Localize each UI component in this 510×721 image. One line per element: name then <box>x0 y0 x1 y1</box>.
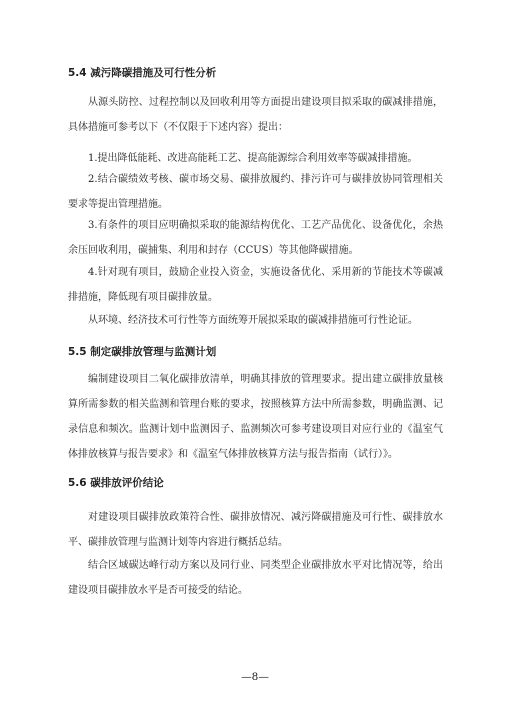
paragraph-5-4-item-4: 4.针对现有项目，鼓励企业投入资金，实施设备优化、采用新的节能技术等碳减排措施，降低现有项目碳排放量。 <box>68 267 443 303</box>
paragraph-5-4-item-3: 3.有条件的项目应明确拟采取的能源结构优化、工艺产品优化、设备优化，余热余压回收利用，碳捕集、利用和封存（CCUS）等其他降碳措施。 <box>68 220 443 256</box>
section-heading-5-6: 5.6 碳排放评价结论 <box>68 477 164 489</box>
paragraph-5-4-conclusion: 从环境、经济技术可行性等方面统筹开展拟采取的碳减排措施可行性论证。 <box>88 315 418 326</box>
page-number: —8— <box>241 671 269 683</box>
paragraph-5-5-body: 编制建设项目二氧化碳排放清单，明确其排放的管理要求。提出建立碳排放量核算所需参数的相关监测和管理台账的要求，按照核算方法中所需参数，明确监测、记录信息和频次。监测计划中监测因子、监测频次可参考建设项目对应行业的《温室气体排放核算与报告要求》和《温室气体排放核算方法与报告指南（试行）》。 <box>68 374 443 460</box>
section-heading-5-4: 5.4 减污降碳措施及可行性分析 <box>68 67 217 79</box>
paragraph-5-4-item-2: 2.结合碳绩效考核、碳市场交易、碳排放履约、排污许可与碳排放协同管理相关要求等提出管理措施。 <box>68 174 443 210</box>
paragraph-5-4-intro: 从源头防控、过程控制以及回收利用等方面提出建设项目拟采取的碳减排措施，具体措施可参考以下（不仅限于下述内容）提出： <box>68 97 443 133</box>
paragraph-5-6-summary: 对建设项目碳排放政策符合性、碳排放情况、减污降碳措施及可行性、碳排放水平、碳排放管理与监测计划等内容进行概括总结。 <box>68 512 443 548</box>
paragraph-5-6-conclusion: 结合区域碳达峰行动方案以及同行业、同类型企业碳排放水平对比情况等，给出建设项目碳排放水平是否可接受的结论。 <box>68 560 443 596</box>
section-heading-5-5: 5.5 制定碳排放管理与监测计划 <box>68 346 217 358</box>
paragraph-5-4-item-1: 1.提出降低能耗、改进高能耗工艺、提高能源综合利用效率等碳减排措施。 <box>88 153 418 164</box>
